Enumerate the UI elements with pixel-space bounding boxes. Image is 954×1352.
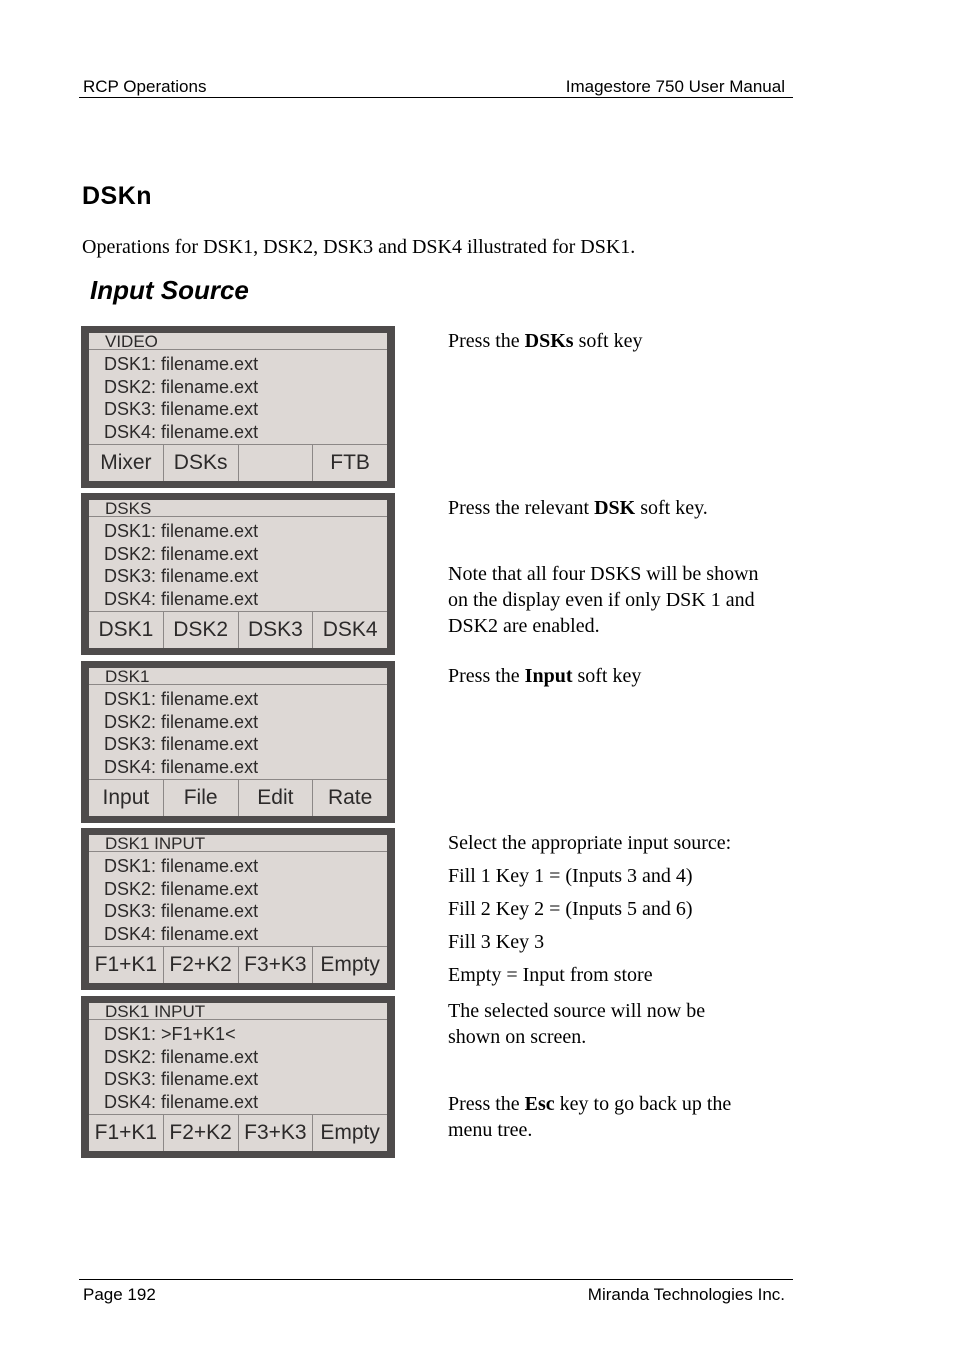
- soft-key-ftb[interactable]: FTB: [330, 451, 370, 474]
- soft-key-empty[interactable]: Empty: [320, 953, 380, 976]
- lcd-lines: [104, 353, 258, 443]
- lcd-lines: [104, 855, 258, 945]
- soft-key-row: [89, 444, 387, 481]
- page-footer: [79, 1279, 793, 1305]
- lcd-line: DSK1: filename.ext: [104, 354, 259, 374]
- lcd-line: DSK4: filename.ext: [104, 756, 259, 777]
- key-name: DSKs: [524, 330, 574, 352]
- lcd-title: DSK1 INPUT: [89, 835, 387, 852]
- lcd-title: DSKS: [89, 500, 387, 517]
- text-fragment: soft key.: [635, 497, 708, 519]
- soft-key-f3k3[interactable]: F3+K3: [239, 1115, 314, 1151]
- text-fragment: Press the relevant: [448, 497, 595, 519]
- lcd-title: DSK1 INPUT: [89, 1003, 387, 1020]
- soft-key-file[interactable]: File: [164, 780, 239, 816]
- soft-key-dsk3[interactable]: DSK3: [239, 612, 314, 648]
- text-fragment: soft key: [573, 330, 643, 352]
- soft-key-row: [89, 611, 387, 648]
- lcd-line: DSK3: filename.ext: [104, 901, 259, 921]
- lcd-line: DSK3: filename.ext: [104, 399, 259, 419]
- lcd-line: DSK1: >F1+K1<: [104, 1024, 236, 1044]
- key-name: Input: [524, 665, 573, 687]
- instruction-step2: [448, 495, 788, 521]
- instruction-step1: [448, 328, 788, 354]
- footer-left: Page 192: [83, 1285, 156, 1304]
- lcd-line: DSK2: filename.ext: [104, 1046, 259, 1067]
- soft-key-f2k2[interactable]: F2+K2: [164, 947, 239, 983]
- key-name: Esc: [524, 1093, 555, 1115]
- lcd-line: DSK4: filename.ext: [104, 421, 259, 442]
- text-fragment: key to go back up the menu tree.: [448, 1093, 732, 1141]
- lcd-display: [89, 1003, 387, 1151]
- lcd-line: DSK2: filename.ext: [104, 543, 259, 564]
- lcd-line: DSK4: filename.ext: [104, 588, 259, 609]
- select-intro: Select the appropriate input source:: [448, 832, 732, 854]
- soft-key-blank[interactable]: [239, 445, 314, 481]
- lcd-display: [89, 500, 387, 648]
- soft-key-dsks[interactable]: DSKs: [164, 445, 239, 481]
- option-fill3: Fill 3 Key 3: [448, 931, 545, 953]
- lcd-title: VIDEO: [89, 333, 387, 350]
- lcd-lines: [104, 1023, 258, 1113]
- soft-key-row: [89, 1114, 387, 1151]
- subsection-title: Input Source: [90, 275, 249, 305]
- soft-key-row: [89, 779, 387, 816]
- text-fragment: Press the: [448, 330, 525, 352]
- selected-note: The selected source will now be shown on screen.: [448, 1000, 706, 1048]
- soft-key-mixer[interactable]: Mixer: [89, 445, 164, 481]
- lcd-line: DSK3: filename.ext: [104, 566, 259, 586]
- text-fragment: Press the: [448, 665, 525, 687]
- key-name: DSK: [594, 497, 636, 519]
- soft-key-dsk2[interactable]: DSK2: [164, 612, 239, 648]
- soft-key-dsk4[interactable]: DSK4: [322, 618, 378, 641]
- option-empty: Empty = Input from store: [448, 964, 653, 986]
- soft-key-empty[interactable]: Empty: [320, 1121, 380, 1144]
- soft-key-f3k3[interactable]: F3+K3: [239, 947, 314, 983]
- intro-text: Operations for DSK1, DSK2, DSK3 and DSK4 illustrated for DSK1.: [82, 236, 636, 258]
- lcd-screen-dsk1-input-selected: [81, 996, 395, 1158]
- text-fragment: Press the: [448, 1093, 525, 1115]
- lcd-line: DSK4: filename.ext: [104, 923, 259, 944]
- lcd-display: [89, 668, 387, 816]
- soft-key-f1k1[interactable]: F1+K1: [89, 947, 164, 983]
- lcd-display: [89, 333, 387, 481]
- lcd-lines: [104, 520, 258, 610]
- lcd-line: DSK3: filename.ext: [104, 734, 259, 754]
- lcd-line: DSK2: filename.ext: [104, 878, 259, 899]
- text-fragment: soft key: [572, 665, 642, 687]
- footer-right: Miranda Technologies Inc.: [587, 1285, 785, 1304]
- lcd-line: DSK3: filename.ext: [104, 1069, 259, 1089]
- lcd-line: DSK1: filename.ext: [104, 689, 259, 709]
- section-title: DSKn: [82, 182, 153, 210]
- option-fill1: Fill 1 Key 1 = (Inputs 3 and 4): [448, 865, 693, 887]
- soft-key-dsk1[interactable]: DSK1: [89, 612, 164, 648]
- lcd-display: [89, 835, 387, 983]
- soft-key-f2k2[interactable]: F2+K2: [164, 1115, 239, 1151]
- lcd-screen-dsks: [81, 493, 395, 655]
- soft-key-row: [89, 946, 387, 983]
- instruction-step4: [448, 1091, 778, 1143]
- lcd-line: DSK2: filename.ext: [104, 711, 259, 732]
- soft-key-rate[interactable]: Rate: [327, 786, 373, 809]
- lcd-screen-dsk1-input: [81, 828, 395, 990]
- page-header: [79, 76, 793, 98]
- lcd-lines: [104, 688, 258, 778]
- lcd-line: DSK4: filename.ext: [104, 1091, 259, 1112]
- soft-key-edit[interactable]: Edit: [239, 780, 314, 816]
- lcd-line: DSK1: filename.ext: [104, 856, 259, 876]
- lcd-line: DSK1: filename.ext: [104, 521, 259, 541]
- lcd-screen-video: [81, 326, 395, 488]
- soft-key-f1k1[interactable]: F1+K1: [89, 1115, 164, 1151]
- lcd-title: DSK1: [89, 668, 387, 685]
- soft-key-input[interactable]: Input: [89, 780, 164, 816]
- lcd-screen-dsk1: [81, 661, 395, 823]
- instruction-step3: [448, 663, 788, 689]
- option-fill2: Fill 2 Key 2 = (Inputs 5 and 6): [448, 898, 693, 920]
- header-left: RCP Operations: [83, 77, 207, 96]
- instruction-note: Note that all four DSKS will be shown on the display even if only DSK 1 and DSK2 are enabled.: [448, 563, 759, 637]
- header-right: Imagestore 750 User Manual: [565, 77, 785, 96]
- lcd-line: DSK2: filename.ext: [104, 376, 259, 397]
